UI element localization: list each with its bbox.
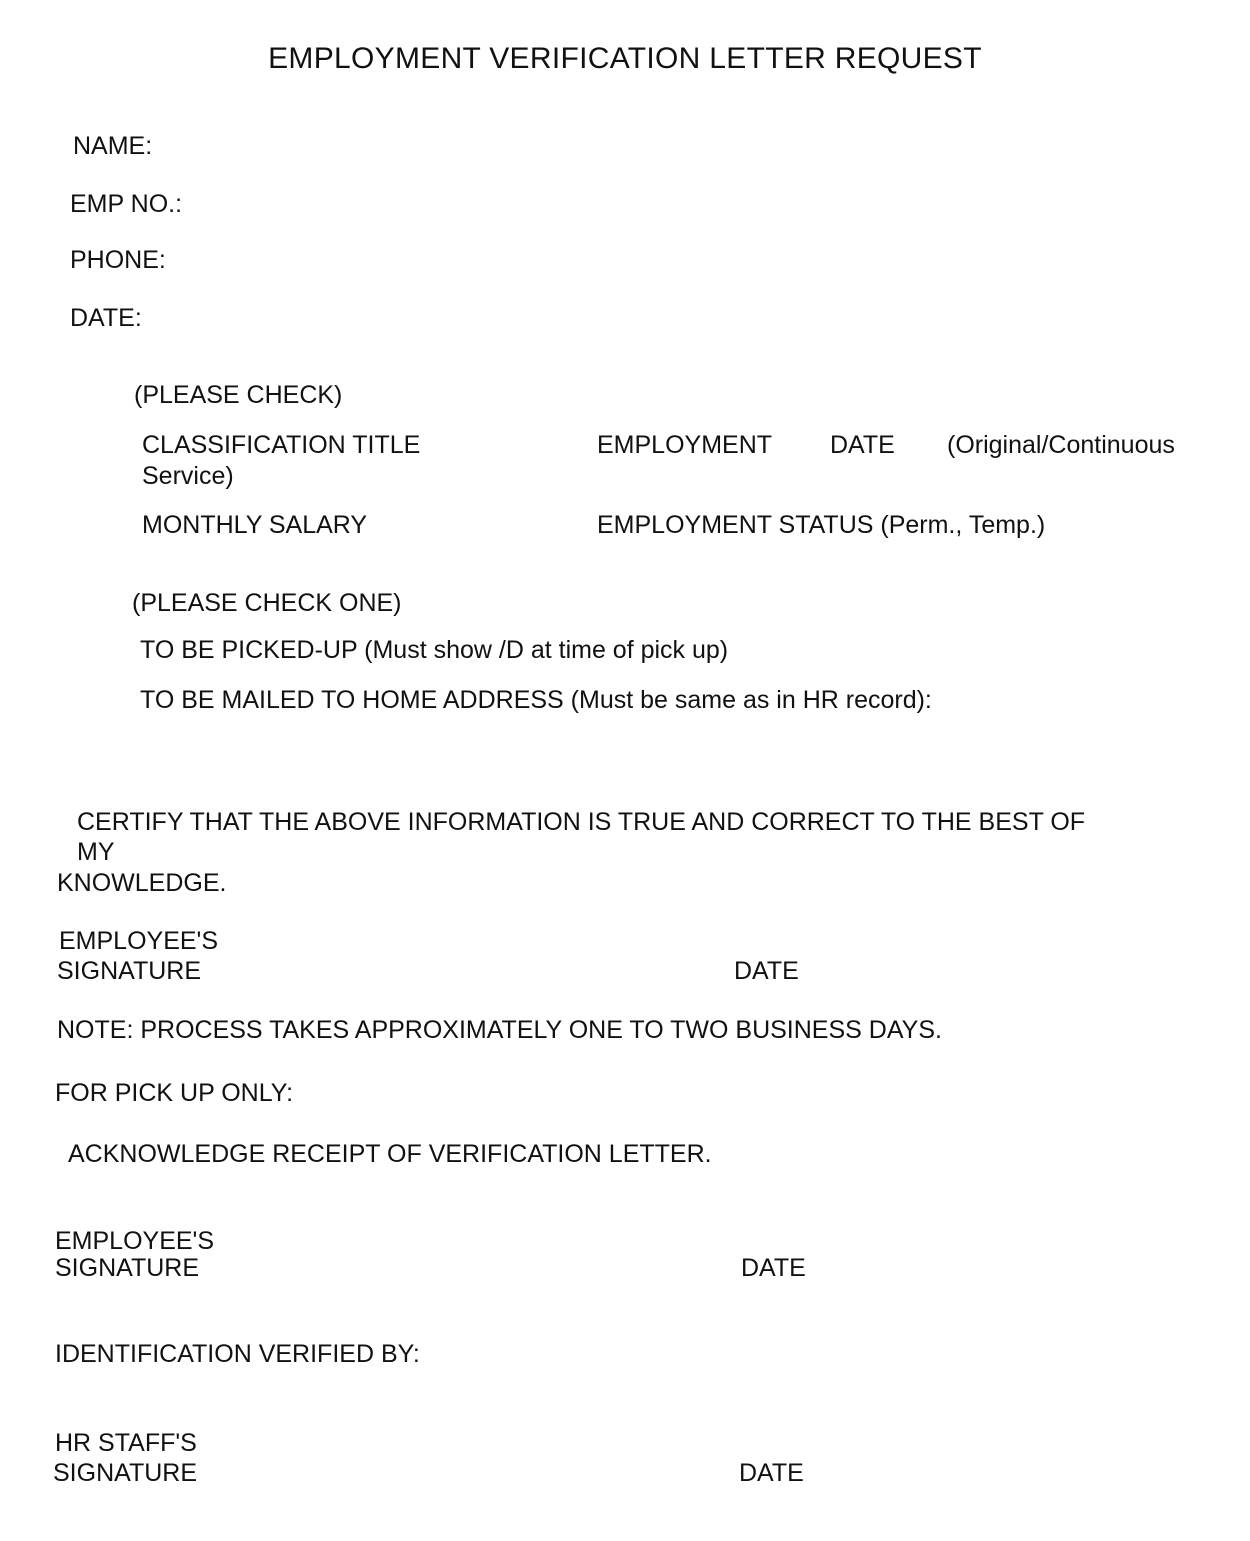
employee-signature-label-line-2: SIGNATURE xyxy=(57,957,201,985)
emp-no-label: EMP NO.: xyxy=(70,190,183,218)
certification-line-3: KNOWLEDGE. xyxy=(57,869,227,897)
hr-signature-label-line-1: HR STAFF'S xyxy=(55,1429,197,1457)
receipt-signature-label-line-1: EMPLOYEE'S xyxy=(55,1227,214,1255)
acknowledge-receipt: ACKNOWLEDGE RECEIPT OF VERIFICATION LETTER. xyxy=(68,1140,712,1168)
pickup-option: TO BE PICKED-UP (Must show /D at time of pick up) xyxy=(140,636,729,664)
employee-signature-label-line-1: EMPLOYEE'S xyxy=(59,927,218,955)
mailed-option: TO BE MAILED TO HOME ADDRESS (Must be same as in HR record): xyxy=(140,686,932,714)
employment-date-word: DATE xyxy=(830,431,895,459)
name-label: NAME: xyxy=(73,132,153,160)
employment-date-note-cont: Service) xyxy=(142,462,234,490)
monthly-salary-option: MONTHLY SALARY xyxy=(142,511,368,539)
page-title: EMPLOYMENT VERIFICATION LETTER REQUEST xyxy=(268,42,982,75)
processing-note: NOTE: PROCESS TAKES APPROXIMATELY ONE TO TWO BUSINESS DAYS. xyxy=(57,1016,942,1044)
hr-date-label: DATE xyxy=(739,1459,804,1487)
employment-status-option: EMPLOYMENT STATUS (Perm., Temp.) xyxy=(597,511,1046,539)
date-label: DATE: xyxy=(70,304,142,332)
certification-line-1: CERTIFY THAT THE ABOVE INFORMATION IS TRUE AND CORRECT TO THE BEST OF xyxy=(77,808,1086,836)
receipt-signature-label-line-2: SIGNATURE xyxy=(55,1254,199,1282)
identification-verified-by: IDENTIFICATION VERIFIED BY: xyxy=(55,1340,420,1368)
hr-signature-label-line-2: SIGNATURE xyxy=(53,1459,197,1487)
receipt-date-label: DATE xyxy=(741,1254,806,1282)
certification-line-2: MY xyxy=(77,838,115,866)
employment-date-option: EMPLOYMENT xyxy=(597,431,773,459)
employment-date-note: (Original/Continuous xyxy=(947,431,1175,459)
please-check-one-header: (PLEASE CHECK ONE) xyxy=(132,589,402,617)
pickup-only-heading: FOR PICK UP ONLY: xyxy=(55,1079,294,1107)
signature-date-label: DATE xyxy=(734,957,799,985)
phone-label: PHONE: xyxy=(70,246,166,274)
please-check-header: (PLEASE CHECK) xyxy=(134,381,343,409)
classification-title-option: CLASSIFICATION TITLE xyxy=(142,431,421,459)
